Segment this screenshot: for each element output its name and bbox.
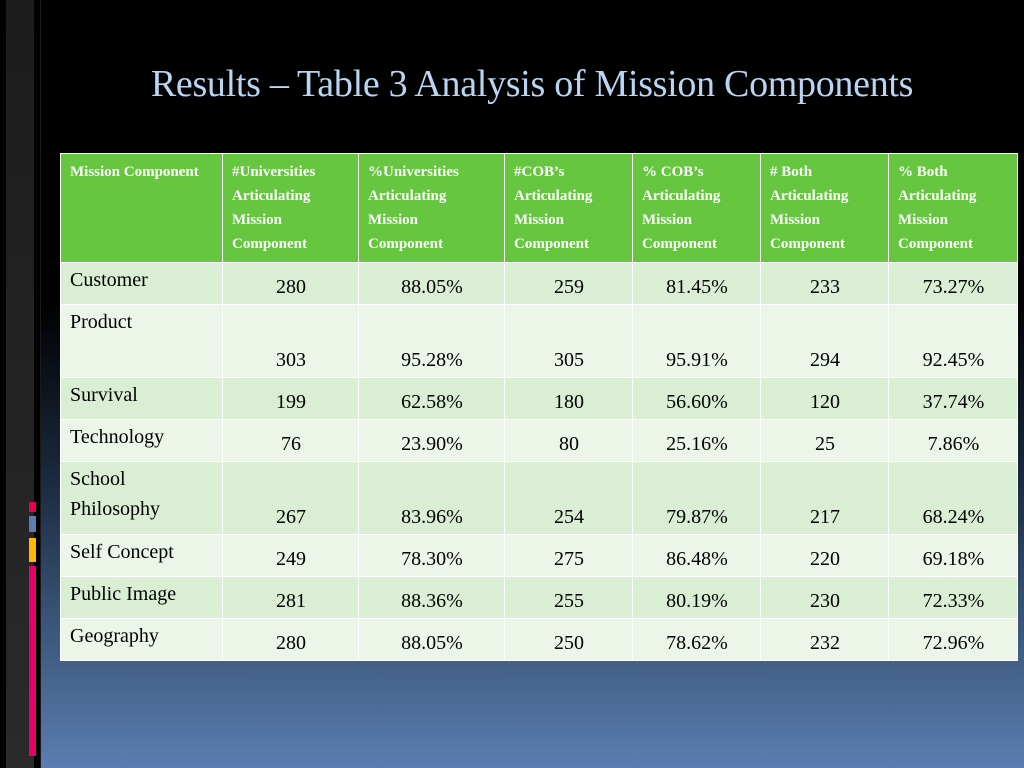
cell-universities-percent: 23.90% [359, 420, 505, 462]
table-row [61, 619, 1018, 661]
accent-block-pink [29, 566, 36, 756]
row-label: Self Concept [61, 535, 223, 577]
cell-both-count: 25 [761, 420, 889, 462]
cell-cob-percent: 86.48% [633, 535, 761, 577]
accent-block-yellow [29, 538, 36, 562]
cell-both-percent: 68.24% [889, 462, 1018, 535]
cell-cob-count: 259 [505, 263, 633, 305]
row-label: Technology [61, 420, 223, 462]
slide-title: Results – Table 3 Analysis of Mission Components [150, 63, 914, 105]
cell-universities-count: 303 [223, 305, 359, 378]
cell-universities-percent: 88.05% [359, 619, 505, 661]
cell-universities-percent: 88.36% [359, 577, 505, 619]
cell-cob-count: 180 [505, 378, 633, 420]
cell-universities-percent: 95.28% [359, 305, 505, 378]
table-row [61, 305, 1018, 378]
cell-universities-count: 280 [223, 619, 359, 661]
cell-cob-percent: 95.91% [633, 305, 761, 378]
cell-cob-percent: 79.87% [633, 462, 761, 535]
row-label: School Philosophy [61, 462, 223, 535]
header-universities-count: #Universities Articulating Mission Component [223, 154, 359, 263]
cell-cob-count: 275 [505, 535, 633, 577]
left-decorative-bar [0, 0, 41, 768]
accent-block-red [29, 502, 36, 512]
cell-both-count: 230 [761, 577, 889, 619]
header-both-count: # Both Articulating Mission Component [761, 154, 889, 263]
cell-both-percent: 37.74% [889, 378, 1018, 420]
cell-universities-percent: 88.05% [359, 263, 505, 305]
cell-universities-count: 281 [223, 577, 359, 619]
cell-cob-count: 80 [505, 420, 633, 462]
table-row [61, 420, 1018, 462]
cell-universities-count: 280 [223, 263, 359, 305]
cell-universities-percent: 78.30% [359, 535, 505, 577]
header-cob-count: #COB’s Articulating Mission Component [505, 154, 633, 263]
cell-both-count: 217 [761, 462, 889, 535]
row-label: Public Image [61, 577, 223, 619]
cell-universities-count: 76 [223, 420, 359, 462]
cell-both-percent: 7.86% [889, 420, 1018, 462]
cell-cob-percent: 78.62% [633, 619, 761, 661]
cell-both-percent: 69.18% [889, 535, 1018, 577]
cell-cob-percent: 80.19% [633, 577, 761, 619]
cell-both-count: 220 [761, 535, 889, 577]
cell-both-percent: 73.27% [889, 263, 1018, 305]
cell-cob-count: 305 [505, 305, 633, 378]
cell-universities-count: 267 [223, 462, 359, 535]
header-cob-percent: % COB’s Articulating Mission Component [633, 154, 761, 263]
header-universities-percent: %Universities Articulating Mission Component [359, 154, 505, 263]
cell-cob-count: 250 [505, 619, 633, 661]
cell-universities-percent: 62.58% [359, 378, 505, 420]
accent-block-blue [29, 516, 36, 532]
row-label: Survival [61, 378, 223, 420]
cell-both-count: 294 [761, 305, 889, 378]
cell-both-percent: 92.45% [889, 305, 1018, 378]
header-mission-component: Mission Component [61, 154, 223, 263]
cell-cob-percent: 25.16% [633, 420, 761, 462]
cell-both-count: 232 [761, 619, 889, 661]
cell-both-count: 120 [761, 378, 889, 420]
cell-universities-percent: 83.96% [359, 462, 505, 535]
table-row [61, 263, 1018, 305]
table-header-row [61, 154, 1018, 263]
table-row [61, 462, 1018, 535]
cell-universities-count: 249 [223, 535, 359, 577]
table-row [61, 577, 1018, 619]
cell-both-percent: 72.96% [889, 619, 1018, 661]
table-row [61, 378, 1018, 420]
cell-both-percent: 72.33% [889, 577, 1018, 619]
cell-both-count: 233 [761, 263, 889, 305]
row-label: Product [61, 305, 223, 378]
header-both-percent: % Both Articulating Mission Component [889, 154, 1018, 263]
row-label: Customer [61, 263, 223, 305]
mission-components-table [60, 153, 1018, 661]
cell-cob-count: 254 [505, 462, 633, 535]
cell-cob-percent: 56.60% [633, 378, 761, 420]
row-label: Geography [61, 619, 223, 661]
cell-cob-count: 255 [505, 577, 633, 619]
table-row [61, 535, 1018, 577]
cell-cob-percent: 81.45% [633, 263, 761, 305]
cell-universities-count: 199 [223, 378, 359, 420]
